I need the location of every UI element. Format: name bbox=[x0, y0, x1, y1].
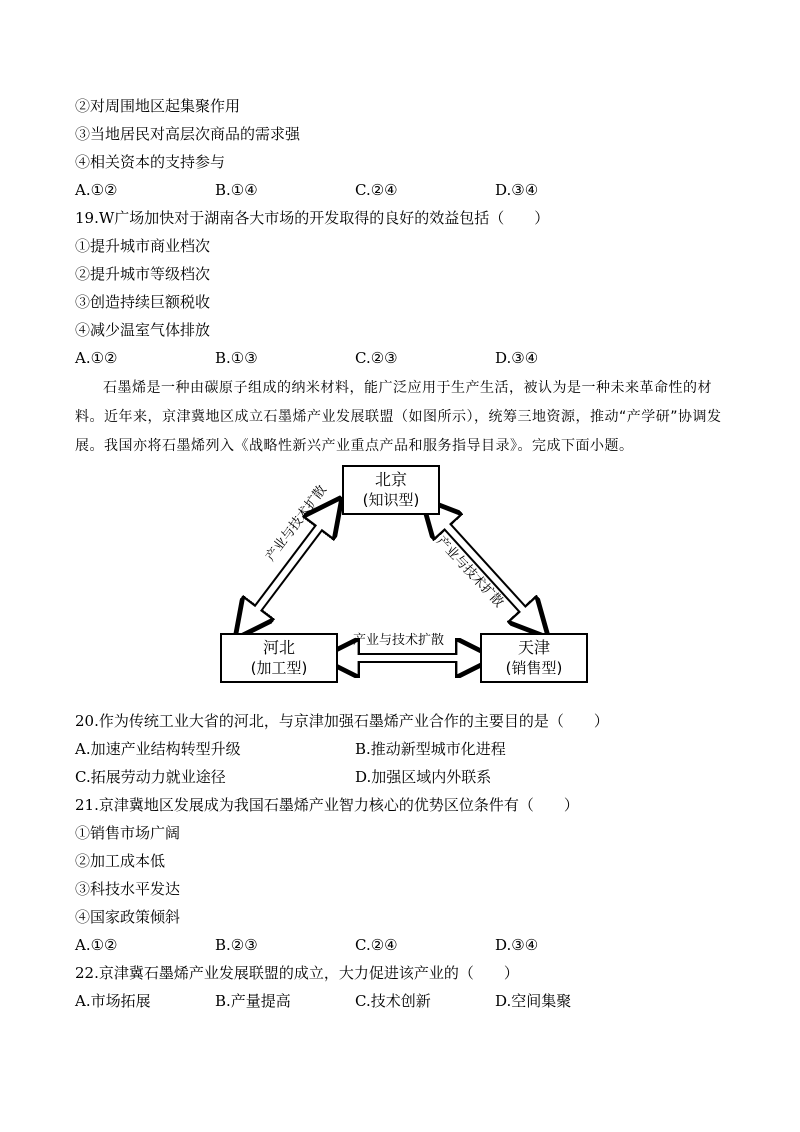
tianjin-type: (销售型) bbox=[505, 659, 563, 677]
q20-option-c: C.拓展劳动力就业途径 bbox=[75, 768, 226, 786]
q18-options bbox=[75, 176, 735, 204]
q21-item-1: ①销售市场广阔 bbox=[75, 824, 181, 842]
q21-option-a: A.①② bbox=[75, 936, 118, 954]
q21-option-c: C.②④ bbox=[355, 936, 398, 954]
q18-option-a: A.①② bbox=[75, 181, 118, 199]
q19-item-4: ④减少温室气体排放 bbox=[75, 321, 211, 339]
q19-stem: 19.W广场加快对于湖南各大市场的开发取得的良好的效益包括（ ） bbox=[75, 209, 550, 227]
q21-stem: 21.京津冀地区发展成为我国石墨烯产业智力核心的优势区位条件有（ ） bbox=[75, 796, 579, 814]
q22-option-b: B.产量提高 bbox=[215, 992, 291, 1010]
q19-option-b: B.①③ bbox=[215, 349, 258, 367]
hebei-box bbox=[220, 633, 338, 683]
q22-option-a: A.市场拓展 bbox=[75, 992, 151, 1010]
q20-option-d: D.加强区域内外联系 bbox=[355, 768, 492, 786]
q18-option-b: B.①④ bbox=[215, 181, 258, 199]
q21-item-4: ④国家政策倾斜 bbox=[75, 908, 181, 926]
hebei-type: (加工型) bbox=[250, 659, 308, 677]
q19-option-a: A.①② bbox=[75, 349, 118, 367]
tianjin-box bbox=[480, 633, 588, 683]
beijing-type: (知识型) bbox=[362, 491, 420, 509]
q19-item-3: ③创造持续巨额税收 bbox=[75, 293, 211, 311]
q19-options bbox=[75, 344, 735, 372]
q21-option-b: B.②③ bbox=[215, 936, 258, 954]
q21-item-2: ②加工成本低 bbox=[75, 852, 166, 870]
q20-options-row2 bbox=[75, 763, 735, 791]
alliance-diagram bbox=[75, 463, 735, 703]
q19-item-1: ①提升城市商业档次 bbox=[75, 237, 211, 255]
q20-stem: 20.作为传统工业大省的河北，与京津加强石墨烯产业合作的主要目的是（ ） bbox=[75, 712, 609, 730]
arrow-label-left: 产业与技术扩散 bbox=[263, 482, 330, 565]
q18-option-c: C.②④ bbox=[355, 181, 398, 199]
arrow-label-right: 产业与技术扩散 bbox=[433, 533, 507, 611]
document-page bbox=[75, 92, 735, 1015]
q19-option-c: C.②③ bbox=[355, 349, 398, 367]
tianjin-name: 天津 bbox=[517, 638, 550, 657]
q20-option-a: A.加速产业结构转型升级 bbox=[75, 740, 241, 758]
q19-item-2: ②提升城市等级档次 bbox=[75, 265, 211, 283]
q22-stem: 22.京津冀石墨烯产业发展联盟的成立，大力促进该产业的（ ） bbox=[75, 964, 519, 982]
q22-option-c: C.技术创新 bbox=[355, 992, 431, 1010]
q18-item-2: ②对周围地区起集聚作用 bbox=[75, 97, 241, 115]
q18-item-3: ③当地居民对高层次商品的需求强 bbox=[75, 125, 301, 143]
q20-option-b: B.推动新型城市化进程 bbox=[355, 740, 506, 758]
q22-option-d: D.空间集聚 bbox=[495, 992, 572, 1010]
arrow-label-bottom: 产业与技术扩散 bbox=[353, 633, 445, 648]
q18-option-d: D.③④ bbox=[495, 181, 539, 199]
q21-item-3: ③科技水平发达 bbox=[75, 880, 181, 898]
q21-option-d: D.③④ bbox=[495, 936, 539, 954]
q22-options bbox=[75, 987, 735, 1015]
arrow-beijing-tianjin bbox=[435, 513, 535, 623]
passage: 石墨烯是一种由碳原子组成的纳米材料，能广泛应用于生产生活，被认为是一种未来革命性的材料。近年来，京津冀地区成立石墨烯产业发展联盟（如图所示），统筹三地资源，推动“产学研”协调发展。我国亦将石墨烯列入《战略性新兴产业重点产品和服务指导目录》。完成下面小题。 bbox=[75, 380, 722, 454]
hebei-name: 河北 bbox=[262, 638, 295, 657]
beijing-box bbox=[342, 465, 440, 515]
q18-item-4: ④相关资本的支持参与 bbox=[75, 153, 226, 171]
beijing-name: 北京 bbox=[374, 470, 407, 489]
q21-options bbox=[75, 931, 735, 959]
q20-options-row1 bbox=[75, 735, 735, 763]
q19-option-d: D.③④ bbox=[495, 349, 539, 367]
